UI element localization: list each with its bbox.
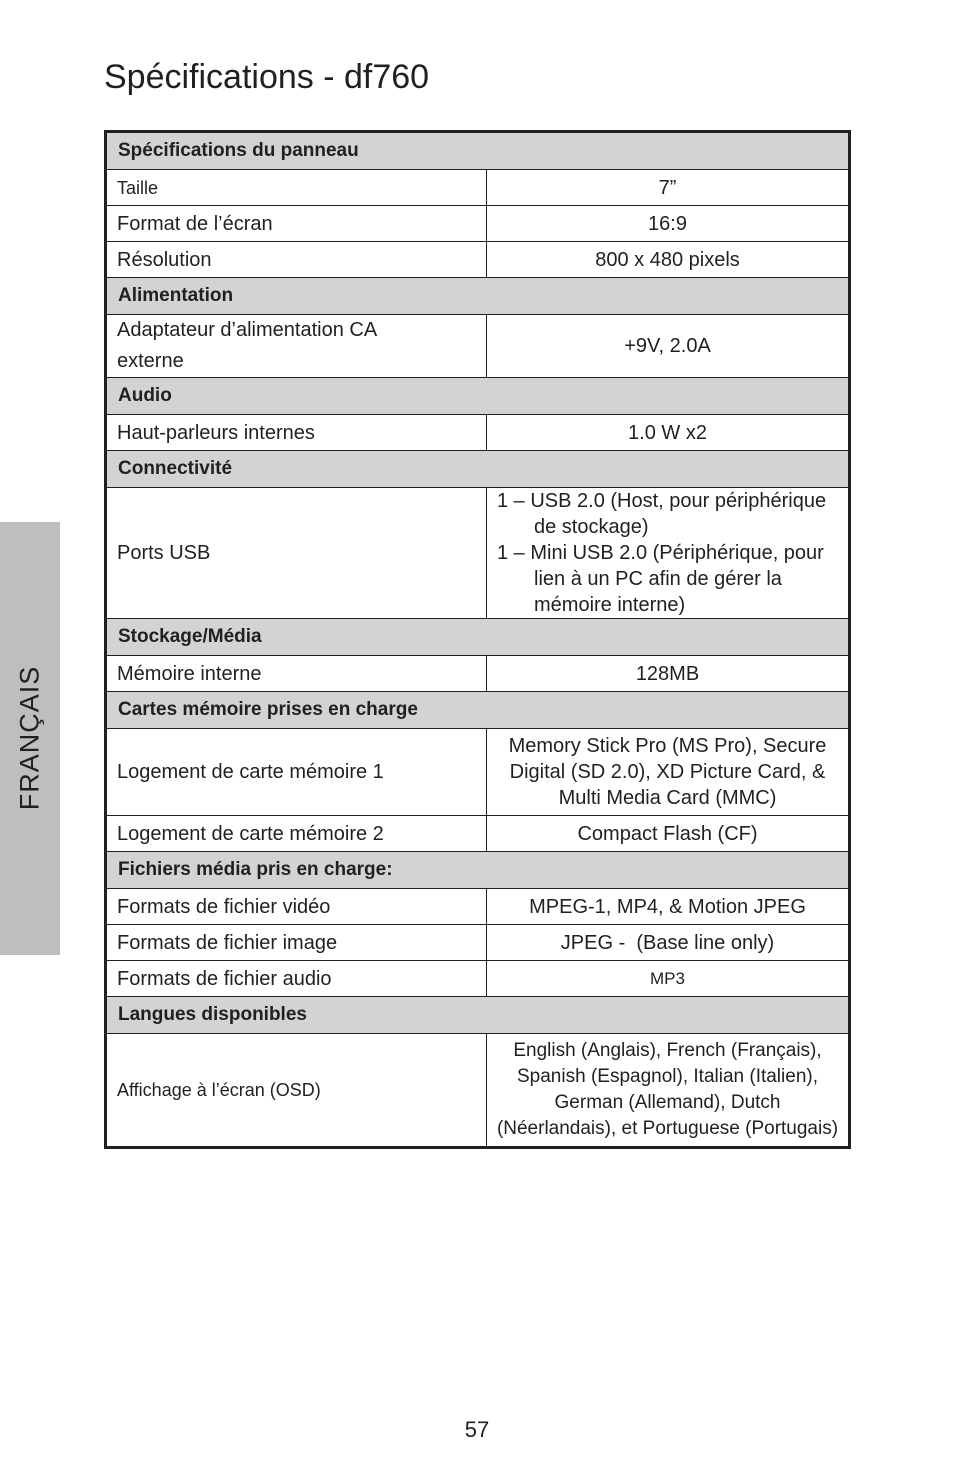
spec-label: Logement de carte mémoire 1 — [106, 729, 487, 816]
page-title: Spécifications - df760 — [104, 58, 430, 96]
spec-value: 7” — [487, 170, 850, 206]
spec-label: Mémoire interne — [106, 656, 487, 692]
section-heading: Audio — [106, 378, 850, 415]
spec-value: 128MB — [487, 656, 850, 692]
spec-label: Logement de carte mémoire 2 — [106, 816, 487, 852]
spec-value: MPEG-1, MP4, & Motion JPEG — [487, 889, 850, 925]
section-heading: Connectivité — [106, 451, 850, 488]
spec-row-internal-memory — [106, 656, 850, 692]
spec-label: Formats de fichier audio — [106, 961, 487, 997]
page-number: 57 — [464, 1417, 490, 1442]
section-heading: Alimentation — [106, 278, 850, 315]
spec-value: Compact Flash (CF) — [487, 816, 850, 852]
usb-port-item: 1 – USB 2.0 (Host, pour périphérique de stockage) — [497, 490, 827, 538]
spec-label: Ports USB — [106, 488, 487, 619]
spec-value: English (Anglais), French (Français), Spanish (Espagnol), Italian (Italien), German (Allemand), Dutch (Néerlandais), et Portuguese (Portugais) — [487, 1034, 850, 1148]
spec-label: Format de l’écran — [106, 206, 487, 242]
spec-row-resolution — [106, 242, 850, 278]
section-heading: Langues disponibles — [106, 997, 850, 1034]
spec-row-ac-adapter — [106, 315, 850, 378]
spec-label: Taille — [106, 170, 487, 206]
spec-row-usb-ports — [106, 488, 850, 619]
spec-row-video-formats — [106, 889, 850, 925]
section-header-connectivity — [106, 451, 850, 488]
spec-value: JPEG - (Base line only) — [487, 925, 850, 961]
section-heading: Stockage/Média — [106, 619, 850, 656]
section-header-languages — [106, 997, 850, 1034]
spec-row-aspect-ratio — [106, 206, 850, 242]
spec-label: Formats de fichier image — [106, 925, 487, 961]
section-header-media-files — [106, 852, 850, 889]
spec-row-audio-formats — [106, 961, 850, 997]
section-heading: Fichiers média pris en charge: — [106, 852, 850, 889]
spec-value: 16:9 — [487, 206, 850, 242]
spec-row-size — [106, 170, 850, 206]
section-header-panel — [106, 132, 850, 170]
spec-row-card-slot-1 — [106, 729, 850, 816]
spec-row-card-slot-2 — [106, 816, 850, 852]
spec-value: MP3 — [487, 961, 850, 997]
section-heading: Cartes mémoire prises en charge — [106, 692, 850, 729]
spec-value: 1.0 W x2 — [487, 415, 850, 451]
language-tab-label: FRANÇAIS — [14, 665, 45, 811]
spec-label: Résolution — [106, 242, 487, 278]
spec-label: Haut-parleurs internes — [106, 415, 487, 451]
spec-row-image-formats — [106, 925, 850, 961]
section-header-storage — [106, 619, 850, 656]
spec-value: +9V, 2.0A — [487, 315, 850, 378]
spec-label: Adaptateur d’alimentation CA externe — [106, 315, 487, 378]
section-header-memory-cards — [106, 692, 850, 729]
spec-value: Memory Stick Pro (MS Pro), Secure Digital (SD 2.0), XD Picture Card, & Multi Media Card (MMC) — [487, 729, 850, 816]
spec-value: 800 x 480 pixels — [487, 242, 850, 278]
section-header-power — [106, 278, 850, 315]
specifications-table — [104, 130, 851, 1149]
usb-port-item: 1 – Mini USB 2.0 (Périphérique, pour lien à un PC afin de gérer la mémoire interne) — [497, 542, 824, 616]
spec-value-list — [487, 488, 850, 619]
spec-label: Affichage à l’écran (OSD) — [106, 1034, 487, 1148]
section-heading: Spécifications du panneau — [106, 132, 850, 170]
section-header-audio — [106, 378, 850, 415]
spec-label: Formats de fichier vidéo — [106, 889, 487, 925]
spec-row-speakers — [106, 415, 850, 451]
spec-row-osd — [106, 1034, 850, 1148]
